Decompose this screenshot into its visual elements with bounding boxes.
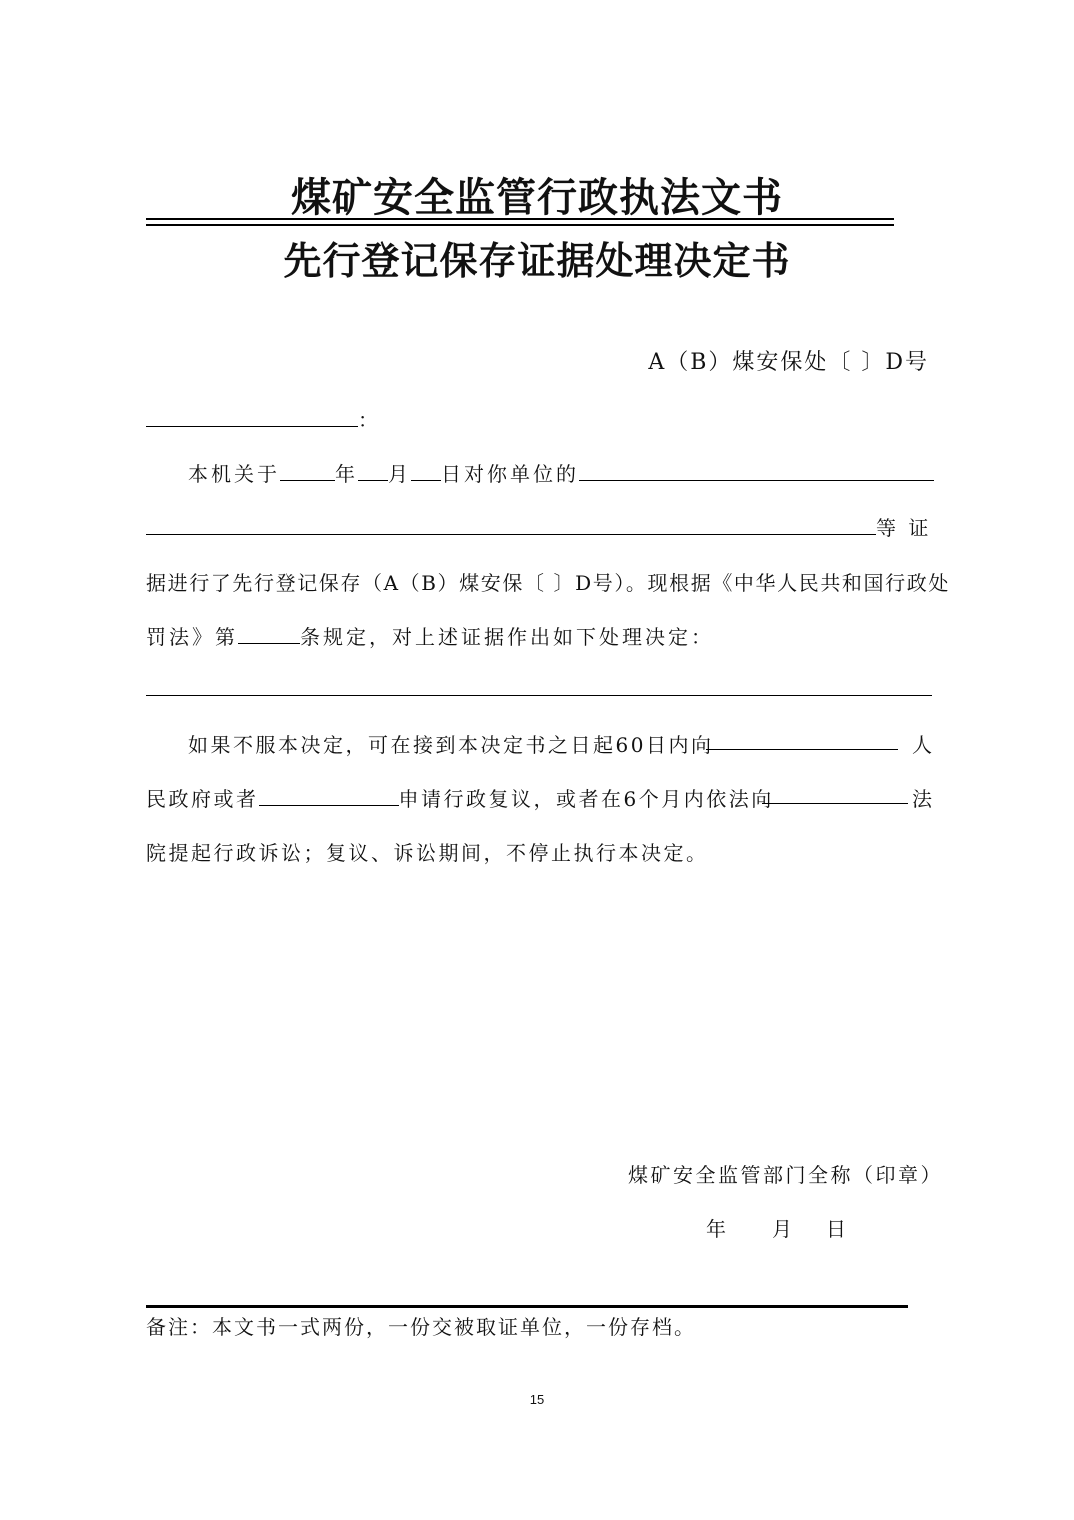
para2-text-4: 申请行政复议，或者在6个月内依法向 — [398, 787, 774, 811]
para1-text-3: 月 — [388, 462, 411, 486]
note-rule — [146, 1305, 908, 1308]
sign-year: 年 — [706, 1217, 729, 1241]
para2-text-2: 人 — [912, 733, 935, 757]
sign-month: 月 — [772, 1217, 795, 1241]
para1-text-5: 等 证 — [876, 516, 932, 540]
para1-line3: 据进行了先行登记保存（A（B）煤安保〔 〕D号）。现根据《中华人民共和国行政处 — [146, 571, 950, 595]
evidence-blank[interactable] — [146, 514, 876, 535]
para2-text-5: 法 — [912, 787, 935, 811]
para1-text-8: 条规定，对上述证据作出如下处理决定： — [300, 625, 714, 649]
para1-text-7: 罚法》第 — [146, 625, 238, 649]
series-title: 煤矿安全监管行政执法文书 — [291, 175, 783, 221]
para1-line4 — [146, 621, 714, 650]
para2-text-1: 如果不服本决定，可在接到本决定书之日起60日内向 — [188, 733, 714, 757]
para1-line1 — [188, 458, 934, 487]
page-number: 15 — [529, 1392, 545, 1407]
gov-blank[interactable] — [706, 749, 898, 750]
unit-blank[interactable] — [579, 460, 934, 481]
para2-text-3: 民政府或者 — [146, 787, 259, 811]
para1-text-4: 日对你单位的 — [441, 462, 579, 486]
footnote: 备注：本文书一式两份，一份交被取证单位，一份存档。 — [146, 1315, 696, 1339]
sign-day: 日 — [826, 1217, 849, 1241]
addressee-blank[interactable] — [146, 406, 358, 427]
court-blank[interactable] — [762, 803, 908, 804]
para1-line2 — [146, 512, 931, 541]
decision-blank-line[interactable] — [146, 695, 932, 696]
document-number: A（B）煤安保处〔 〕D号 — [648, 350, 929, 375]
para2-line1 — [188, 729, 713, 758]
reconsideration-blank[interactable] — [259, 785, 399, 806]
addressee-colon: ： — [358, 408, 381, 432]
addressee-line — [146, 404, 381, 433]
para1-text-2: 年 — [335, 462, 358, 486]
title-double-rule — [146, 218, 894, 226]
para2-line2 — [146, 783, 774, 812]
year-blank[interactable] — [280, 460, 335, 481]
day-blank[interactable] — [411, 460, 441, 481]
document-title: 先行登记保存证据处理决定书 — [283, 239, 791, 283]
para2-line3: 院提起行政诉讼；复议、诉讼期间，不停止执行本决定。 — [146, 841, 709, 865]
article-blank[interactable] — [238, 623, 300, 644]
issuing-authority: 煤矿安全监管部门全称（印章） — [628, 1163, 943, 1187]
month-blank[interactable] — [358, 460, 388, 481]
para1-text-1: 本机关于 — [188, 462, 280, 486]
